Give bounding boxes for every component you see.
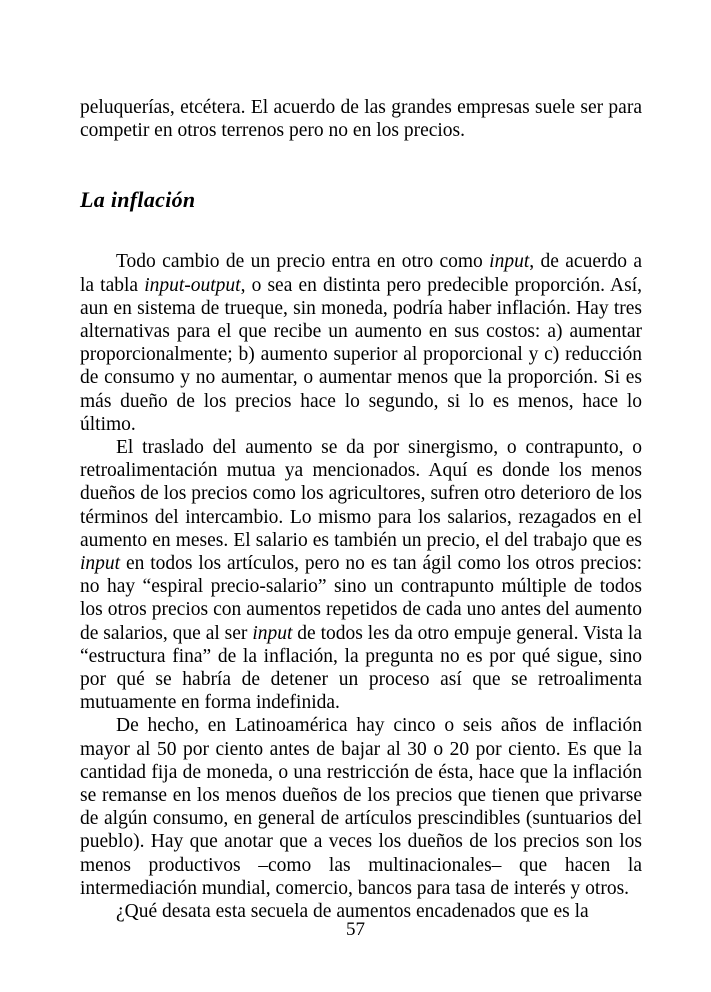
- page-body: [80, 96, 642, 923]
- page-number: 57: [346, 919, 365, 940]
- paragraph-1: [80, 250, 642, 436]
- paragraph-3: De hecho, en Latinoamérica hay cinco o seis años de inflación mayor al 50 por ciento antes de bajar al 30 o 20 por ciento. Es que la cantidad fija de moneda, o una restricción de ésta, hace que la inflación se remanse en los menos dueños de los precios que tienen que privarse de algún consumo, en general de artículos prescindibles (suntuarios del pueblo). Hay que anotar que a veces los dueños de los precios son los menos productivos –como las multinacionales– que hacen la intermediación mundial, comercio, bancos para tasa de interés y otros.: [80, 715, 642, 899]
- text-run: de todos les da otro empuje general. Vista la “estructura fina” de la inflación, la pregunta no es por qué sigue, sino por qué se habría de detener un proceso así que se retroalimenta mutuamente en forma indefinida.: [80, 622, 642, 714]
- text-run: en todos los artículos, pero no es tan ágil como los otros precios: no hay “espiral precio-salario” sino un contrapunto múltiple de todos los otros precios con aumentos repetidos de cada uno antes del aumento de salarios, que al ser: [80, 553, 642, 644]
- text-run: , de acuerdo a la tabla: [80, 251, 642, 296]
- italic-term: input: [252, 622, 293, 644]
- text-run: El traslado del aumento se da por sinergismo, o contrapunto, o retroalimentación mutua ya mencionados. Aquí es donde los menos dueños de los precios como los agricultores, sufren otro deterioro de los términos del intercambio. Lo mismo para los salarios, rezagados en el aumento en meses. El salario es también un precio, el del trabajo que es: [80, 437, 642, 551]
- paragraph-4: ¿Qué desata esta secuela de aumentos encadenados que es la: [116, 901, 589, 923]
- italic-term: input: [489, 251, 530, 273]
- italic-term: input-output: [144, 274, 241, 296]
- text-run: Todo cambio de un precio entra en otro como: [116, 251, 490, 273]
- section-heading: La inflación: [80, 187, 196, 213]
- italic-term: input: [80, 553, 121, 575]
- paragraph-2: [80, 436, 642, 714]
- text-run: , o sea en distinta pero predecible proporción. Así, aun en sistema de trueque, sin moneda, podría haber inflación. Hay tres alternativas para el que recibe un aumento en sus costos: a) aumentar proporcionalmente; b) aumento superior al proporcional y c) reducción de consumo y no aumentar, o aumentar menos que la proporción. Si es más dueño de los precios hace lo segundo, si lo es menos, hace lo último.: [80, 274, 642, 435]
- opening-paragraph: peluquerías, etcétera. El acuerdo de las grandes empresas suele ser para competir en otros terrenos pero no en los precios.: [80, 97, 642, 142]
